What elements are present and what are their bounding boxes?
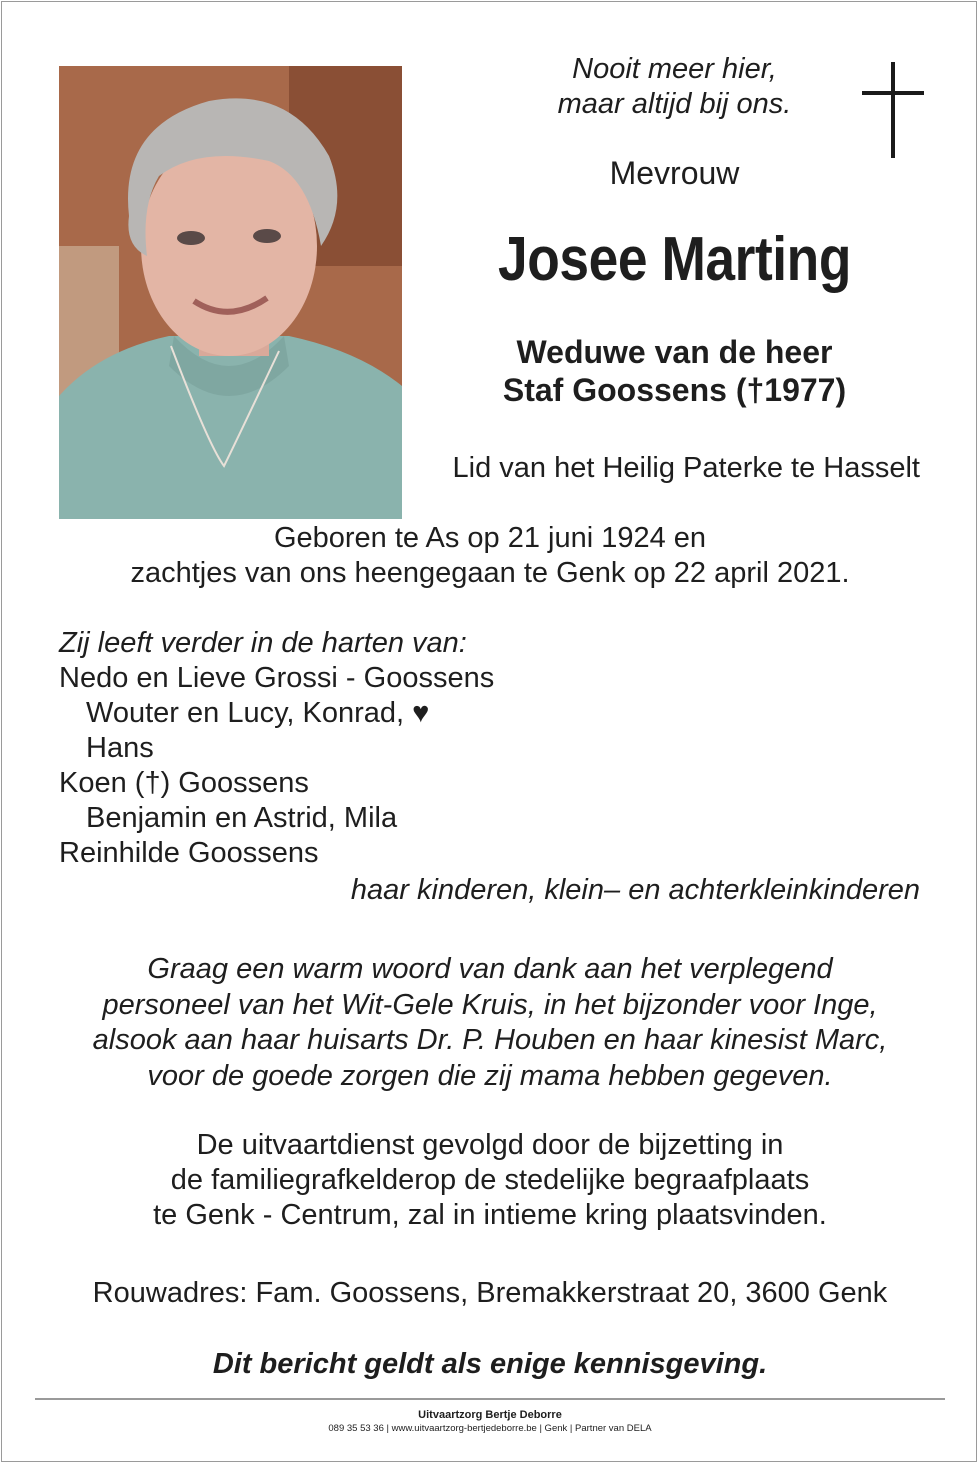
family-member: Wouter en Lucy, Konrad, ♥ (86, 697, 430, 729)
family-member: Nedo en Lieve Grossi - Goossens (59, 662, 495, 694)
funeral-service-info (0, 1128, 980, 1233)
widow-line: Weduwe van de heer (516, 334, 833, 370)
family-intro: Zij leeft verder in de harten van: (59, 627, 467, 659)
family-member: Benjamin en Astrid, Mila (86, 802, 398, 834)
service-line: te Genk - Centrum, zal in intieme kring plaatsvinden. (153, 1199, 827, 1231)
born-line: Geboren te As op 21 juni 1924 en (273, 522, 707, 554)
portrait-photo (59, 66, 402, 519)
family-list (59, 626, 494, 871)
quote-line: maar altijd bij ons. (557, 88, 792, 120)
mourning-address: Rouwadres: Fam. Goossens, Bremakkerstraat 20, 3600 Genk (92, 1277, 888, 1309)
quote (447, 52, 902, 122)
notice-statement: Dit bericht geldt als enige kennisgeving. (212, 1348, 768, 1380)
deceased-name: Josee Marting (498, 225, 851, 294)
family-member: Hans (86, 732, 154, 764)
family-signature: haar kinderen, klein– en achterkleinkinderen (350, 874, 920, 906)
family-member: Reinhilde Goossens (59, 837, 319, 869)
thanks-line: Graag een warm woord van dank aan het verplegend (147, 953, 833, 985)
quote-line: Nooit meer hier, (572, 53, 777, 85)
widow-line: Staf Goossens (†1977) (502, 372, 847, 408)
footer-divider (35, 1398, 945, 1400)
funeral-home-name: Uitvaartzorg Bertje Deborre (418, 1409, 562, 1421)
family-member: Koen (†) Goossens (59, 767, 309, 799)
birth-death-info (0, 521, 980, 591)
thanks-line: personeel van het Wit-Gele Kruis, in het bijzonder voor Inge, (102, 988, 878, 1021)
widow-of (447, 333, 902, 409)
membership: Lid van het Heilig Paterke te Hasselt (452, 452, 920, 484)
born-line: zachtjes van ons heengegaan te Genk op 22 april 2021. (130, 557, 850, 589)
thanks-message (0, 952, 980, 1094)
thanks-line: voor de goede zorgen die zij mama hebben gegeven. (147, 1059, 833, 1092)
thanks-line: alsook aan haar huisarts Dr. P. Houben en haar kinesist Marc, (92, 1024, 888, 1056)
honorific: Mevrouw (609, 155, 740, 191)
service-line: De uitvaartdienst gevolgd door de bijzetting in (196, 1129, 784, 1161)
service-line: de familiegrafkelderop de stedelijke begraafplaats (170, 1164, 810, 1196)
funeral-home-contact: 089 35 53 36 | www.uitvaartzorg-bertjedeborre.be | Genk | Partner van DELA (328, 1423, 652, 1434)
